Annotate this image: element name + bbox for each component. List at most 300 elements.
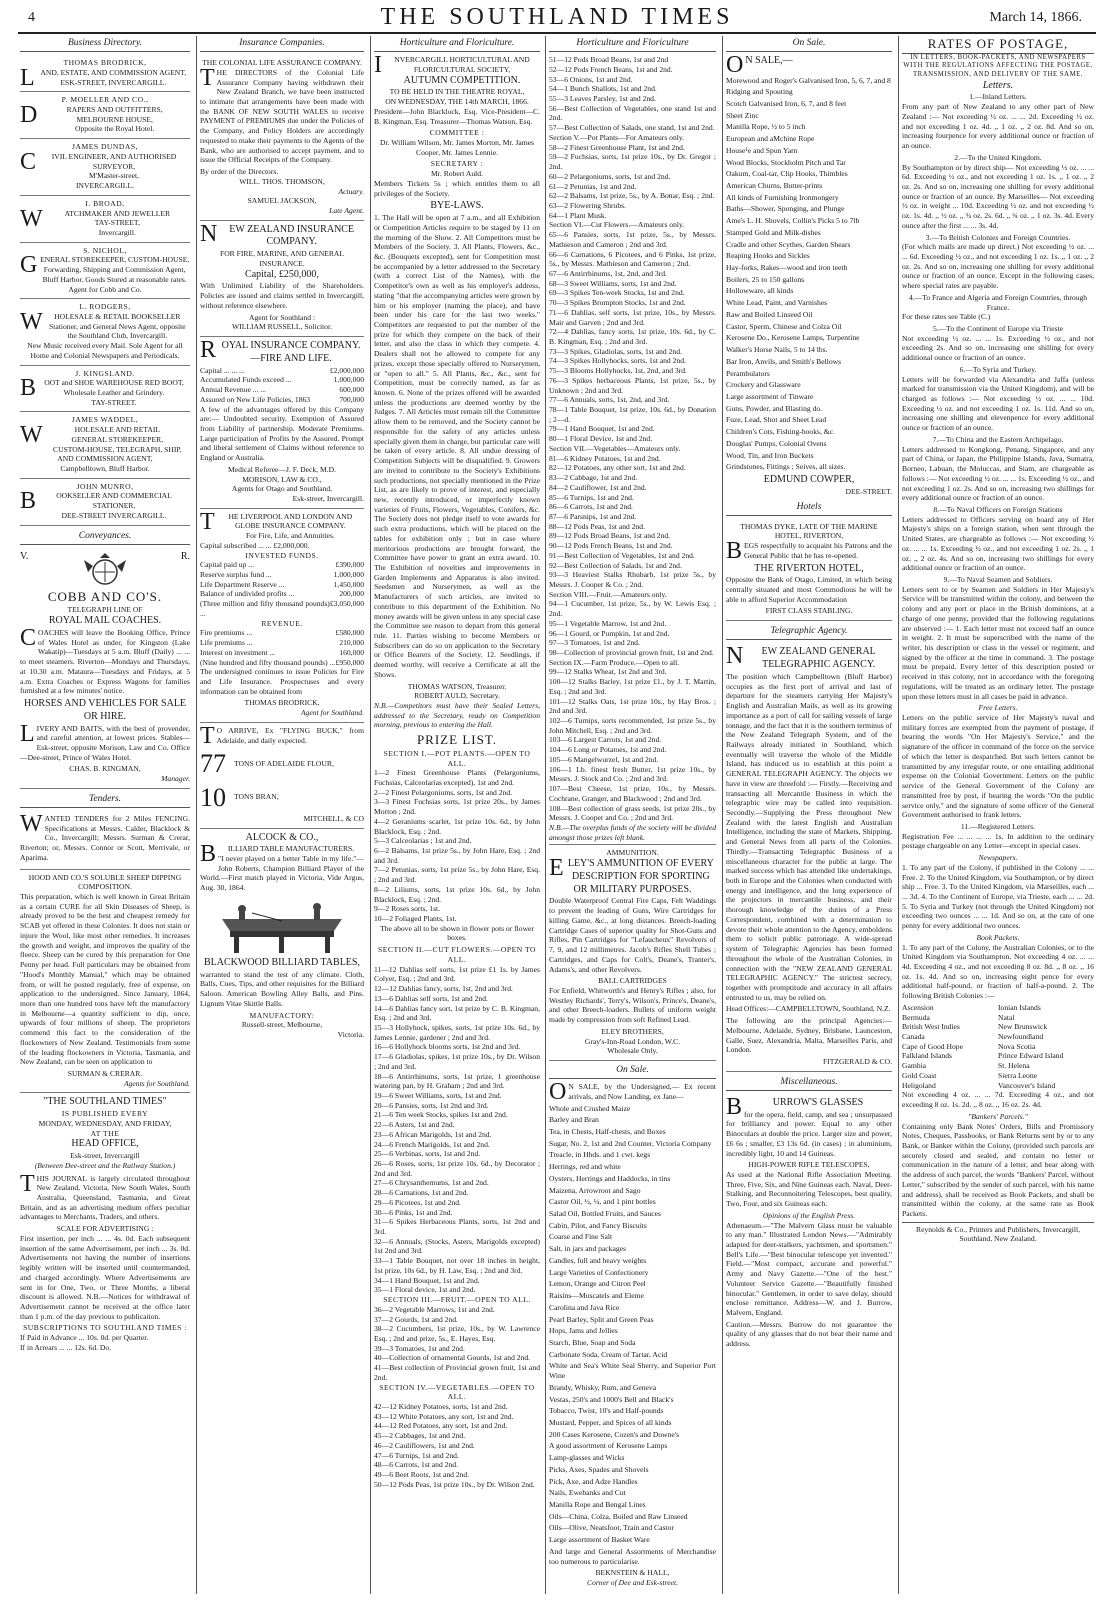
sale-item: Salt, in jars and packages bbox=[549, 1244, 626, 1254]
ad-body: BEGS respectfully to acquaint his Patrons and the General Public that he has re-opened. bbox=[726, 538, 892, 565]
postage-body: (For which mails are made up direct.) Not exceeding ½ oz. ... ... 6d. Exceeding ½ oz., and not exceeding 1 oz. 1s. ,, 1 oz. ,, 2 oz. 2s. And so on, increasing one shilling for every additional ounce or fraction of an ounce. Except in the following cases, where special rates are payable. bbox=[902, 242, 1094, 291]
prize-item: Section V.—Pot Plants—For Amateurs only. bbox=[549, 132, 685, 142]
table-row bbox=[200, 560, 364, 570]
colony-name: Ascension bbox=[902, 1002, 934, 1012]
postage-heading: "Bankers' Parcels." bbox=[968, 1111, 1028, 1121]
listing-line: DEE-STREET INVERCARGILL. bbox=[61, 510, 167, 520]
row-value: 1,450,000 bbox=[333, 579, 364, 589]
listing-line: Opposite the Royal Hotel. bbox=[75, 124, 155, 134]
notice-line: Esk-street, Invercargill bbox=[70, 1151, 140, 1161]
row-label: Balance of undivided profits ... bbox=[200, 589, 295, 599]
notice-line: HEAD OFFICE, bbox=[71, 1138, 139, 1150]
signature-role: Gray's-Inn-Road London, W.C. bbox=[584, 1036, 681, 1046]
prize-section-heading: SECTION I.—POT PLANTS.—OPEN TO ALL. bbox=[383, 748, 531, 768]
signature-role: Esk-street, Invercargill. bbox=[292, 494, 364, 504]
capital-table bbox=[200, 366, 364, 405]
sale-item: Cradle and other Scythes, Garden Shears bbox=[726, 239, 851, 249]
prize-item: 64—1 Plant Musk. bbox=[549, 210, 607, 220]
prize-item: 2—2 Finest Pelargoniums, sorts, 1st and 2nd. bbox=[374, 787, 513, 797]
funds-table bbox=[200, 560, 364, 618]
ad-line: TONS BRAN, bbox=[234, 792, 279, 802]
ad-body: As used at the National Rifle Association Meeting. Three, Five, Six, and Nine Guineas each. Naval, Deer-Stalking, and Reconnoitering Telescopes, best quality, Two, Four, and six Guineas each. bbox=[726, 1169, 892, 1209]
ad-heading: BLACKWOOD BILLIARD TABLES, bbox=[204, 956, 360, 968]
subscription-line: If in Arrears ... ... 12s. 6d. Do. bbox=[20, 1342, 112, 1352]
sale-item: Cabin, Pilot, and Fancy Biscuits bbox=[549, 1220, 647, 1230]
listing-line: M'Master-street, bbox=[89, 171, 139, 181]
sale-item: Wood, Tin, and Iron Buckets bbox=[726, 450, 814, 460]
section-heading: Tenders. bbox=[20, 792, 190, 808]
listing-line: BOOT and SHOE WAREHOUSE RED BOOT, bbox=[20, 375, 184, 402]
signature: BEKNSTEIN & HALL, bbox=[595, 1568, 670, 1578]
postage-heading: 7.—To China and the Eastern Archipelago. bbox=[932, 434, 1064, 444]
listing-line: MELBOURNE HOUSE, bbox=[76, 114, 153, 124]
notice-line: (Between Dee-street and the Railway Station.) bbox=[34, 1160, 176, 1170]
sale-item: Boilers, 25 to 150 gallons bbox=[726, 274, 805, 284]
sale-item: Mustard, Pepper, and Spices of all kinds bbox=[549, 1417, 672, 1427]
postage-heading: 3.—To British Colonies and Foreign Countries. bbox=[925, 232, 1071, 242]
prize-item: 84—2 Cauliflower, 1st and 2nd. bbox=[549, 482, 647, 492]
prize-item: 108—Best collection of grass seeds, 1st prize 20s., by Messrs. J. Cooper and Co. ; 2nd and 3rd. bbox=[549, 803, 716, 823]
prize-item: 1—2 Finest Greenhouse Plants (Pelargoniums, Fuchsias, Calceolarias excepted), 1st and 2nd. bbox=[374, 768, 540, 787]
prize-item: 99—12 Stalks Wheat, 1st 2nd and 3rd. bbox=[549, 667, 667, 677]
table-row bbox=[200, 638, 364, 648]
listing-line: TAY-STREET, bbox=[94, 218, 140, 228]
prize-item: 45—2 Cabbages, 1st and 2nd. bbox=[374, 1431, 466, 1441]
ad-body: for the opera, field, camp, and sea ; unsurpassed for brilliancy and power. Equal to any other Binoculars at double the price. Larger size and power, £6 6s ; smaller, £3 13s 6d. (in cases) ; in aluminium, incredibly light, 10 and 14 Guineas. bbox=[726, 1109, 892, 1158]
ad-subtitle: TELEGRAPH LINE OF bbox=[67, 605, 143, 615]
prize-item: 48—6 Carrots, 1st and 2nd. bbox=[374, 1460, 458, 1470]
listing-line: JAMES DUNDAS, bbox=[72, 142, 138, 152]
sale-item: Morewood and Roger's Galvanised Iron, 5, 6, 7, and 8 bbox=[726, 75, 891, 85]
signature: MORISON, LAW & CO., bbox=[242, 474, 322, 484]
listing-line: BOOKSELLER AND COMMERCIAL bbox=[20, 488, 172, 515]
quantity: 10 bbox=[200, 782, 226, 812]
colony-name: Gambia bbox=[902, 1061, 927, 1071]
revenue-table bbox=[200, 628, 364, 667]
ad-body: "I never played on a better Table in my life."—John Roberts, Champion Billiard Player of the World.—First match played in Victoria, Vide Argus, Aug. 30, 1864. bbox=[200, 854, 364, 893]
postage-body: 1. To any part of the Colony, if published in the Colony ... ... Free. 2. To the United Kingdom, via Southampton, or by direct ship ... Free. 3. To the United Kingdom, via Marseilles, each ... ... 3d. 4. To the Continent of Europe, via Trieste, each ... ... 2d. 5. To Syria and Turkey (not through the United Kingdom) not exceeding two ounces ... ... 1d. And so on, at the rate of one penny for every additional two ounces. bbox=[902, 862, 1094, 931]
prize-item: 27—6 Chrysanthemums, 1st and 2nd. bbox=[374, 1178, 489, 1188]
prize-item: 46—2 Cauliflowers, 1st and 2nd. bbox=[374, 1440, 475, 1450]
prize-item: 31—6 Spikes Herbaceous Plants, sorts, 1st 2nd and 3rd. bbox=[374, 1217, 540, 1237]
listing-line: I. BROAD, bbox=[85, 198, 125, 208]
sale-item: European and aMchine Rope bbox=[726, 134, 815, 144]
sale-item: Starch, Blue, Soap and Soda bbox=[549, 1337, 636, 1347]
section-heading: Insurance Companies. bbox=[200, 36, 364, 52]
sale-item: Manilla Rope and Bengal Lines bbox=[549, 1500, 646, 1510]
prize-item: 47—6 Turnips, 1st and 2nd. bbox=[374, 1450, 459, 1460]
ad-body: WANTED TENDERS for 2 Miles FENCING. Specifications at Messrs. Calder, Blacklock & Co., Invercargill; Messrs. Surman & Crerar, Riverton; or, Messrs. Connor or Scott, Merrivale, or Aparima. bbox=[20, 811, 190, 862]
prize-section-heading: SECTION II.—CUT FLOWERS.—OPEN TO ALL. bbox=[378, 945, 536, 964]
prize-item: 10—2 Foliaged Plants, 1st. bbox=[374, 914, 457, 924]
postage-heading: 6.—To Syria and Turkey. bbox=[959, 364, 1037, 374]
sale-item: Castor, Sperm, Chinese and Colza Oil bbox=[726, 321, 842, 331]
table-heading: REVENUE. bbox=[261, 618, 303, 628]
sale-item: Hollowware, all kinds bbox=[726, 286, 794, 296]
competition-title: AUTUMN COMPETITION. bbox=[403, 74, 521, 86]
directory-listings bbox=[20, 55, 190, 525]
prize-item: 80—1 Floral Device, 1st and 2nd. bbox=[549, 434, 653, 444]
colony-name: Newfoundland bbox=[998, 1032, 1044, 1042]
sale-item: Nails, Ewebanks and Cut bbox=[549, 1488, 626, 1498]
prize-item: 107—Best Cheese, 1st prize, 10s., by Messrs. Cochrane, Granger, and Blackwood ; 2nd and 3rd. bbox=[549, 784, 716, 803]
signature: CHAS. B. KINGMAN, bbox=[69, 764, 141, 774]
ad-heading: Opinions of the English Press. bbox=[762, 1210, 856, 1220]
sale-item: Reaping Hooks and Sickles bbox=[726, 251, 810, 261]
sheep-dip-ad bbox=[20, 870, 190, 1094]
ad-title: "THE SOUTHLAND TIMES" bbox=[43, 1096, 167, 1108]
prize-item: 92—Best Collection of Salads, 1st and 2nd. bbox=[549, 560, 682, 570]
prize-list bbox=[374, 965, 540, 1295]
ad-body: COACHES will leave the Booking Office, Prince of Wales Hotel as under, for Kingston (Lake Wakatip)—Tuesdays at 5 a.m. Bluff (Daily) ... ... to meet steamers. Riverton—Mondays and Thursdays, at 10.30 a.m. Mataura—Tuesdays and Fridays, at 5 a.m. Extra Coaches or Express Wagons for families furnished at a few minutes' notice. bbox=[20, 624, 190, 696]
postage-body: Letters on the public service of Her Majesty's naval and military forces are exempted from the payment of postage, if bearing the words "On Her Majesty's Service," and the signature of the officer in command of the force on the service of which the letter is despatched. But such letters cannot be transmitted by any irregular route, or one entailing additional expense on the Colonial Government. Letters on the public service of the General Government of the Colony are transmitted free by post, if bearing the words "On the public service only," and the signature of some officer of the General Government authorised to frank letters. bbox=[902, 713, 1094, 820]
ad-title: ALCOCK & CO., bbox=[245, 831, 319, 843]
listing-line: JAMES WADDEL, bbox=[71, 415, 139, 425]
prize-item: 16—6 Hollyhock blooms sorts, 1st 2nd and 3rd. bbox=[374, 1042, 521, 1052]
prize-item: 12—12 Dahlias fancy, sorts, 1st, 2nd and 3rd. bbox=[374, 984, 513, 994]
prize-item: 33—1 Table Bouquet, not over 18 inches in height, 1st prize, 10s 6d., by H. Law, Esq. ; 2nd and 3rd. bbox=[374, 1256, 540, 1275]
sale-item: Wood Blocks, Stockholm Pitch and Tar bbox=[726, 157, 846, 167]
prize-item: 59—2 Fuchsias, sorts, 1st prize 10s., by Dr. Gregor ; 2nd. bbox=[549, 152, 716, 172]
postage-body: Letters sent to or by Seamen and Soldiers in Her Majesty's Service will be transmitted within the colony, and between the colony and any port or place in the British dominions, at a charge of one penny, provided that the following regulations are observed :— 1. Each letter must not exceed half an ounce in weight. 2. It must be superscribed with the name of the writer, his description or class in the vessel or regiment, and signed by the officer at the time in command. 3. The postage must be prepaid. Every letter of this description posted or received in this colony, not in accordance with the foregoing regulations, will be treated as an ordinary letter. The postage upon these letters must in all cases be paid in advance. bbox=[902, 584, 1094, 701]
prize-section-heading: SECTION IV.—VEGETABLES.—OPEN TO ALL. bbox=[379, 1382, 535, 1402]
postage-body: Letters addressed to Officers serving on board any of Her Majesty's ships on a foreign station, when sent through the United States, are chargeable as follows :— Not exceeding ½ oz. ... ... 1s. Exceeding ½ oz., and not exceeding 1 oz. 2s. ,, 1 oz. ,, 2 oz. 4s. And so on, increasing two shillings for every additional ounce or fraction of an ounce. bbox=[902, 514, 1094, 573]
prize-item: 93—3 Heaviest Stalks Rhubarb, 1st prize 5s., by Messrs. J. Cooper & Co. ; 2nd. bbox=[549, 570, 716, 589]
postage-body: Letters will be forwarded via Alexandria and Jaffa (unless marked for transmission via the United Kingdom), and will be charged as follows :— Not exceeding ½ oz. ... ... 10d. Exceeding ½ oz. and not exceeding 1 oz. 1s. 11d. And so on, increasing one shilling and elevenpence for every additional ounce or fraction of an ounce. bbox=[902, 374, 1094, 433]
sale-item: Pick, Axe, and Adze Handles bbox=[549, 1476, 638, 1486]
signature-role: DEE-STREET. bbox=[845, 486, 892, 496]
section-heading: Hotels bbox=[726, 500, 892, 516]
issue-date: March 14, 1866. bbox=[989, 10, 1082, 25]
prize-item: 9—2 Roses sorts, 1st. bbox=[374, 904, 441, 914]
signature-role: Wholesale Only. bbox=[607, 1046, 658, 1056]
postage-body: Registration Fee ... ... ... ... 1s. In addition to the ordinary postage chargeable on any Letter—except in special cases. bbox=[902, 831, 1094, 851]
column-divider bbox=[898, 36, 899, 1594]
prize-list bbox=[549, 55, 716, 823]
prize-item: 30—6 Pinks, 1st and 2nd. bbox=[374, 1207, 453, 1217]
committee-list: Dr. William Wilson, Mr. James Morton, Mr. James Cooper, Mr. James Lennie. bbox=[380, 137, 534, 157]
prize-item: 91—Best Collection of Vegetables, 1st and 2nd. bbox=[549, 550, 695, 560]
postage-heading: 4.—To France and Algeria and Foreign Countries, through France. bbox=[908, 292, 1088, 312]
prize-item: 41—Best collection of Provincial grown fruit, 1st and 2nd. bbox=[374, 1363, 540, 1382]
prize-item: 62—2 Balsams, 1st prize, 5s., by A. Bonar, Esq. ; 2nd. bbox=[549, 191, 715, 201]
row-value: £390,000 bbox=[335, 560, 364, 570]
colony-name: Falkland Islands bbox=[902, 1051, 952, 1061]
prize-item: 24—6 French Marigolds, 1st and 2nd. bbox=[374, 1139, 490, 1149]
ad-body: Caution.—Messrs. Burrow do not guarantee the quality of any glasses that do not bear their name and address. bbox=[726, 1319, 892, 1349]
sale-item: Coarse and Fine Salt bbox=[549, 1232, 613, 1242]
sale-item: White and Sea's White Seal Sherry, and Superior Port Wine bbox=[549, 1361, 716, 1381]
ad-body: THE DIRECTORS of the Colonial Life Assurance Company having withdrawn their New Zealand Branch, we have been instructed to intimate that arrangements have been made with the BANK OF NEW SOUTH WALES to receive PAYMENT of PREMIUMS due under the Policies of the Company, and Policy Holders are accordingly requested to make their payments to the Agents of the Bank, who are authorised to accept payment, and to issue the Official Receipts of the Company. bbox=[200, 64, 364, 165]
prize-item: 82—12 Potatoes, any other sort, 1st and 2nd. bbox=[549, 463, 686, 473]
prize-item: 81—6 Kidney Potatoes, 1st and 2nd. bbox=[549, 453, 661, 463]
row-value: 210,000 bbox=[339, 638, 364, 648]
column-postage bbox=[902, 36, 1094, 1596]
postage-heading: 2.—To the United Kingdom. bbox=[954, 152, 1042, 162]
signature-role: Manager. bbox=[161, 774, 190, 784]
signature: MITCHELL, & CO bbox=[303, 813, 364, 823]
table-row bbox=[200, 580, 364, 590]
prize-item: 75—3 Blooms Hollyhocks, 1st, 2nd, and 3rd. bbox=[549, 366, 687, 376]
prize-item: 95—1 Vegetable Marrow, 1st and 2nd. bbox=[549, 618, 667, 628]
prize-item: Section VII.—Vegetables—Amateurs only. bbox=[549, 443, 681, 453]
prize-note: The above all to be shown in flower pots or flower boxes. bbox=[380, 923, 534, 943]
postage-heading: 11.—Registered Letters. bbox=[960, 821, 1036, 831]
postage-body: Not exceeding ½ oz. ... ... 1s. Exceeding ½ oz., and not exceeding 2s. And so on, increasing one shilling for every additional ounce or fraction of an ounce. bbox=[902, 333, 1094, 363]
nb-note: N.B.—Competitors must have their Sealed Letters, addressed to the Secretary, ready on Competition morning, previous to entering the Hall. bbox=[374, 701, 540, 730]
ad-title: BILLIARD TABLE MANUFACTURERS. bbox=[200, 841, 355, 868]
notice-line: MONDAY, WEDNESDAY, AND FRIDAY, bbox=[38, 1118, 172, 1128]
sale-item: Barley and Bran bbox=[549, 1115, 599, 1125]
table-row bbox=[200, 589, 364, 599]
signature: ELEY BROTHERS, bbox=[601, 1026, 664, 1036]
sale-item: Baths—Shower, Sponging, and Plunge bbox=[726, 204, 845, 214]
colonies-list bbox=[902, 1003, 1094, 1090]
postage-sections bbox=[902, 92, 1094, 701]
prize-item: 104—6 Long or Potatoes, 1st and 2nd. bbox=[549, 745, 667, 755]
subscription-heading: SUBSCRIPTIONS TO SOUTHLAND TIMES : bbox=[23, 1323, 187, 1333]
row-label: Reserve surplus fund ... bbox=[200, 570, 272, 580]
prize-item: 34—1 Hand Bouquet, 1st and 2nd. bbox=[374, 1275, 480, 1285]
bylaws-heading: BYE-LAWS. bbox=[430, 200, 484, 212]
ad-heading: AMMUNITION. bbox=[606, 848, 659, 858]
sale-item: Scotch Galvanised Iron, 6, 7, and 8 feet bbox=[726, 98, 847, 108]
row-label: Capital ... ... ... bbox=[200, 365, 245, 375]
sale-item: Lamp-glasses and Wicks bbox=[549, 1453, 625, 1463]
sale-item: Douglas' Pumps, Colonial Ovens bbox=[726, 438, 827, 448]
sale-item: Fuze, Lead, Shot and Sheet Lead bbox=[726, 415, 827, 425]
sale-item: Carbonate Soda, Cream of Tartar, Acid bbox=[549, 1349, 668, 1359]
colony-name: Cape of Good Hope bbox=[902, 1041, 963, 1051]
section-heading: Business Directory. bbox=[20, 36, 190, 52]
printer-imprint: Reynolds & Co., Printers and Publishers, Invercargill, Southland, New Zealand. bbox=[902, 1222, 1094, 1244]
ad-body: For Enfield, Whitworth's and Henry's Rifles ; also, for Westley Richards', Terry's, Wilson's, Prince's, Deane's, and other Breech-loaders. Bullets of uniform weight made by compression from soft Refined Lead. bbox=[549, 985, 716, 1025]
directory-listing bbox=[20, 92, 190, 139]
prize-item: Section VI.—Cut Flowers.—Amateurs only. bbox=[549, 220, 685, 230]
column-horticulture bbox=[374, 36, 540, 1596]
column-divider bbox=[370, 36, 371, 1594]
listing-line: WHOLESALE AND RETAIL bbox=[20, 422, 161, 449]
prize-item: 61—2 Petunias, 1st and 2nd. bbox=[549, 181, 637, 191]
sale-item: Herrings, red and white bbox=[549, 1162, 621, 1172]
row-label: Capital paid up ... bbox=[200, 560, 254, 570]
billiard-table-illustration-icon bbox=[200, 895, 364, 957]
signature: WILL. THOS. THOMSON, bbox=[239, 176, 325, 186]
ad-line: Agent for Southland : bbox=[248, 312, 315, 322]
prize-item: 43—12 White Potatoes, any sort, 1st and 2nd. bbox=[374, 1411, 514, 1421]
liverpool-insurance-ad bbox=[200, 509, 364, 723]
postage-heading: 1.—Inland Letters. bbox=[969, 92, 1027, 102]
listing-line: WHOLESALE & RETAIL BOOKSELLER Stationer, and General News Agent, opposite the Southland Club, Invercargill. bbox=[20, 308, 186, 341]
secretary-name: Mr. Robert Auld. bbox=[431, 169, 483, 179]
section-heading: Telegraphic Agency. bbox=[726, 624, 892, 640]
row-value: 160,000 bbox=[339, 647, 364, 657]
sale-item: Castor Oil, ½, ¼, and 1 pint bottles bbox=[549, 1197, 656, 1207]
prize-item: 60—2 Pelargoniums, sorts, 1st and 2nd. bbox=[549, 171, 671, 181]
ad-title: COBB AND CO'S. bbox=[47, 588, 163, 604]
colony-name: St. Helena bbox=[998, 1061, 1030, 1071]
prize-item: 73—3 Spikes, Gladiolas, sorts, 1st and 2nd. bbox=[549, 346, 682, 356]
sale-item: All kinds of Furnishing Ironmongery bbox=[726, 192, 839, 202]
row-label: Assured on New Life Policies, 1863 bbox=[200, 394, 311, 404]
vr-left: V. bbox=[20, 550, 29, 562]
royal-crest-icon bbox=[80, 551, 130, 589]
prize-item: 55—3 Leaves Parsley, 1st and 2nd. bbox=[549, 94, 656, 104]
prize-item: 3—3 Finest Fuchsias sorts, 1st prize 20s., by James Morton ; 2nd. bbox=[374, 797, 540, 817]
listing-line: L. RODGERS, bbox=[79, 302, 131, 312]
sale-outro: And large and General Assortments of Merchandise too numerous to particularise. bbox=[549, 1546, 716, 1566]
prize-item: 101—12 Stalks Oats, 1st prize 10s., by Hay Bros. ; 2nd and 3rd. bbox=[549, 696, 716, 716]
prize-item: 6—2 Balsams, 1st prize 5s., by John Hare, Esq. ; 2nd and 3rd. bbox=[374, 846, 540, 865]
ammunition-ad bbox=[549, 844, 716, 1061]
sale-item: Children's Cots, Fishing-hooks, &c. bbox=[726, 427, 835, 437]
postage-title: RATES OF POSTAGE, bbox=[902, 36, 1094, 54]
nb-note: N.B.—The overplus funds of the society will be divided amongst those prizes left blank. bbox=[549, 822, 716, 842]
listing-line: INVERCARGILL. bbox=[75, 181, 134, 191]
postage-heading: 5.—To the Continent of Europe via Trieste bbox=[932, 324, 1064, 334]
prize-section-heading: SECTION III.—FRUIT.—OPEN TO ALL. bbox=[383, 1295, 531, 1305]
prize-item: 26—6 Roses, sorts, 1st prize 10s. 6d., by Decorator ; 2nd and 3rd. bbox=[374, 1159, 540, 1178]
prize-item: 78—1 Table Bouquet, 1st prize, 10s. 6d., by Donation ; 2—d. bbox=[549, 405, 716, 424]
sale-item: 200 Cases Kerosene, Cozen's and Downe's bbox=[549, 1429, 680, 1439]
ad-body: The following are the principal Agencies:— Melbourne, Adelaide, Sydney, Brisbane, Launceston, Galle, Suez, Alexandria, Malta, Marseilles Paris, and London. bbox=[726, 1016, 892, 1055]
prize-item: 38—2 Cucumbers, 1st prize, 10s., by W. Lawrence Esq. ; 2nd and prize, 5s., E. Hayes, Esq. bbox=[374, 1324, 540, 1343]
postage-subtitle: IN LETTERS, BOOK-PACKETS, AND NEWSPAPERS WITH THE REGULATIONS AFFECTING THE POSTAGE, TRANSMISSION, AND DELIVERY OF THE SAME. bbox=[903, 53, 1093, 78]
colony-name: New Brunswick bbox=[998, 1022, 1048, 1032]
prize-item: 53—6 Onions, 1st and 2nd. bbox=[549, 74, 633, 84]
sale-item: Crockery and Glassware bbox=[726, 380, 801, 390]
ad-title: ROYAL INSURANCE COMPANY.—FIRE AND LIFE. bbox=[200, 337, 361, 364]
sale-item: Lemon, Orange and Citron Peel bbox=[549, 1279, 646, 1289]
ad-body: TO ARRIVE, Ex "FLYING BUCK," from Adelaide, and daily expected. bbox=[200, 722, 364, 749]
prize-item: 4—2 Geraniums scarlet, 1st prize 10s. 6d., by John Blacklock, Esq. ; 2nd. bbox=[374, 816, 540, 836]
scale-heading: SCALE FOR ADVERTISING : bbox=[56, 1224, 154, 1234]
postage-heading: Newspapers. bbox=[978, 853, 1018, 863]
sale-item: Tea, in Chests, Half-chests, and Boxes bbox=[549, 1127, 666, 1137]
prize-item: 20—6 Pansies, sorts, 1st 2nd and 3rd. bbox=[374, 1100, 489, 1110]
prize-item: 57—Best Collection of Salads, one stand, 1st and 2nd. bbox=[549, 123, 715, 133]
officers: President—John Blacklock, Esq. Vice-President—C. B. Kingman, Esq. Treasurer—Thomas Watson, Esq. bbox=[374, 106, 540, 126]
prize-item: Section VIII.—Fruit.—Amateurs only. bbox=[549, 589, 667, 599]
prize-item: 8—2 Liliums, sorts, 1st prize 10s. 6d., by John Blacklock, Esq. ; 2nd. bbox=[374, 884, 540, 904]
row-value: 600,000 bbox=[339, 385, 364, 395]
nz-insurance-ad bbox=[200, 221, 364, 337]
section-heading: On Sale. bbox=[726, 36, 892, 52]
ad-line: Head Offices:—CAMPBELLTOWN, Southland, N.Z. bbox=[726, 1004, 891, 1014]
row-value: £3,050,000 bbox=[329, 599, 364, 609]
colony-name: Canada bbox=[902, 1032, 925, 1042]
notice-line: IS PUBLISHED EVERY bbox=[61, 1109, 149, 1119]
ad-title: HOOD AND CO.'S SOLUBLE SHEEP DIPPING COMPOSITION. bbox=[28, 872, 182, 892]
prize-item: 90—12 Pods French Beans, 1st and 2nd. bbox=[549, 541, 673, 551]
sale-item: Oysters, Herrings and Haddocks, in tins bbox=[549, 1173, 671, 1183]
prize-item: 67—6 Antirrhinums, 1st, 2nd, and 3rd. bbox=[549, 268, 667, 278]
row-label: Life premiums ... bbox=[200, 638, 253, 648]
row-label: (Three million and fifty thousand pounds) ... bbox=[200, 599, 330, 618]
listing-line: Campbelltown, Bluff Harbor. bbox=[60, 464, 150, 474]
listing-line: Invercargill. bbox=[98, 227, 136, 237]
postage-body: For these rates see Table (C.) bbox=[902, 312, 991, 322]
prize-item: 102—6 Turnips, sorts recommended, 1st prize 5s., by John Mitchell, Esq. ; 2nd and 3rd. bbox=[549, 716, 716, 735]
prize-item: 63—2 Flowering Shrubs. bbox=[549, 200, 626, 210]
ad-title: THE LIVERPOOL AND LONDON AND GLOBE INSURANCE COMPANY. bbox=[200, 508, 353, 535]
royal-insurance-ad bbox=[200, 337, 364, 509]
ad-title: THE COLONIAL LIFE ASSURANCE COMPANY. bbox=[202, 58, 362, 68]
ad-body: Athenaeum.—"The Malvern Glass must be valuable to any man." Illustrated London News.—"Admirably adapted for deer-stalkers, yachtsmen, and sportsmen." Bell's Life.—"Best binocular telescope yet invented." Field.—"Most compact, accurate and powerful." Army and Navy Gazette.—"One of the best." Volunteer Service Gazette.—"Beautifully finished binocular." Gentlemen, in order to save delay, should enclose remittance. Address—W. and J. Burrow, Malvern, England. bbox=[726, 1220, 892, 1318]
directory-listing bbox=[20, 412, 190, 478]
row-value: £950,000 bbox=[335, 657, 364, 667]
table-row bbox=[200, 658, 364, 668]
signature: THOMAS BRODRICK, bbox=[244, 698, 320, 708]
prize-item: 36—2 Vegetable Marrows, 1st and 2nd. bbox=[374, 1304, 495, 1314]
prize-item: 13—6 Dahlias self sorts, 1st and 2nd. bbox=[374, 993, 488, 1003]
listing-line: P. MOELLER AND CO., bbox=[61, 95, 149, 105]
directory-listing bbox=[20, 243, 190, 300]
colony-name: Ionian Islands bbox=[998, 1002, 1041, 1012]
sale-item: Perambulators bbox=[726, 368, 770, 378]
prize-item: 66—6 Carnations, 6 Picotees, and 6 Pinks, 1st prize, 5s., by Messrs. Mathieson and Cameron ; 2nd. bbox=[549, 249, 716, 269]
table-row bbox=[200, 366, 364, 376]
listing-line: DRAPERS AND OUTFITTERS, bbox=[20, 102, 163, 129]
signature-role: Agent for Southland. bbox=[300, 708, 364, 718]
row-value: 1,000,000 bbox=[333, 375, 364, 385]
event-date: ON WEDNESDAY, THE 14th MARCH, 1866. bbox=[385, 97, 529, 107]
row-value: £580,000 bbox=[335, 628, 364, 638]
prize-item: 94—1 Cucumber, 1st prize, 5s., by W. Lewis Esq. ; 2nd. bbox=[549, 599, 716, 619]
row-value: £2,000,000 bbox=[329, 365, 364, 375]
sale-item: Walker's Horse Nails, 5 to 14 lbs. bbox=[726, 345, 828, 355]
burrow-glasses-ad bbox=[726, 1094, 892, 1355]
postage-heading: Letters. bbox=[982, 79, 1014, 91]
signature-role: Late Agent. bbox=[329, 205, 364, 215]
colony-name: British West Indies bbox=[902, 1022, 960, 1032]
masthead bbox=[0, 0, 1114, 34]
colony-name: Nova Scotia bbox=[998, 1041, 1036, 1051]
column-business-directory bbox=[20, 36, 190, 1596]
sale-item: Salad Oil, Bottled Fruits, and Sauces bbox=[549, 1209, 661, 1219]
listing-line: CIVIL ENGINEER, AND AUTHORISED SURVEYOR, bbox=[20, 148, 177, 175]
signature-role: Agents for Otago and Southland, bbox=[231, 484, 333, 494]
prize-item: 7—2 Petunias, sorts, 1st prize 5s., by John Hare, Esq. ; 2nd and 3rd. bbox=[374, 865, 540, 885]
ad-heading: HIGH-POWER RIFLE TELESCOPES, bbox=[748, 1160, 870, 1170]
column-divider bbox=[545, 36, 546, 1594]
signature: FITZGERALD & CO. bbox=[823, 1056, 892, 1066]
prize-item: 22—6 Asters, 1st and 2nd. bbox=[374, 1120, 455, 1130]
listing-line: J. KINGSLAND. bbox=[75, 368, 135, 378]
sale-item: Hops, Jams and Jellies bbox=[549, 1326, 618, 1336]
sale-item: Kerosene Do., Kerosene Lamps, Turpentine bbox=[726, 333, 860, 343]
postage-heading: 8.—To Naval Officers on Foreign Stations bbox=[933, 504, 1063, 514]
listing-line: GENERAL STOREKEEPER, CUSTOM-HOUSE, Forwarding, Shipping and Commission Agent, Bluff Harbor. Goods Stored at reasonable rates. Agent for Cobb and Co. bbox=[20, 252, 190, 294]
prize-item: 25—6 Verbinas, sorts, 1st and 2nd. bbox=[374, 1149, 481, 1159]
directory-listing bbox=[20, 366, 190, 413]
venue-line: TO BE HELD IN THE THEATRE ROYAL, bbox=[389, 87, 525, 97]
sale-item: Large Varieties of Confectionery bbox=[549, 1267, 649, 1277]
prize-item: 87—6 Parsnips, 1st and 2nd. bbox=[549, 511, 637, 521]
ad-line: MANUFACTORY: bbox=[249, 1010, 315, 1020]
prize-list-heading: PRIZE LIST. bbox=[416, 732, 498, 748]
billiard-ad bbox=[200, 829, 364, 1044]
listing-line: THOMAS BRODRICK, bbox=[63, 58, 147, 68]
prize-item: 71—6 Dahlias, self sorts, 1st prize, 10s., by Messrs. Mair and Garven ; 2nd and 3rd. bbox=[549, 307, 716, 327]
signature: SAMUEL JACKSON, bbox=[247, 196, 317, 206]
directory-listing bbox=[20, 479, 190, 526]
prize-item: 97—3 Tomatoes, 1st and 2nd. bbox=[549, 638, 640, 648]
sale-item: Picks, Axes, Spades and Shovels bbox=[549, 1464, 649, 1474]
ad-body: THIS JOURNAL is largely circulated throughout New Zealand, Victoria, New South Wales, South Australia, Queensland, Tasmania, and Great Britain, and as an advertising medium offers peculiar advantages to Merchants, Traders, and others. bbox=[20, 1170, 190, 1222]
ad-heading: BALL CARTRIDGES bbox=[598, 976, 667, 986]
prize-item: 44—12 Red Potatoes, any sort, 1st and 2nd. bbox=[374, 1421, 508, 1431]
